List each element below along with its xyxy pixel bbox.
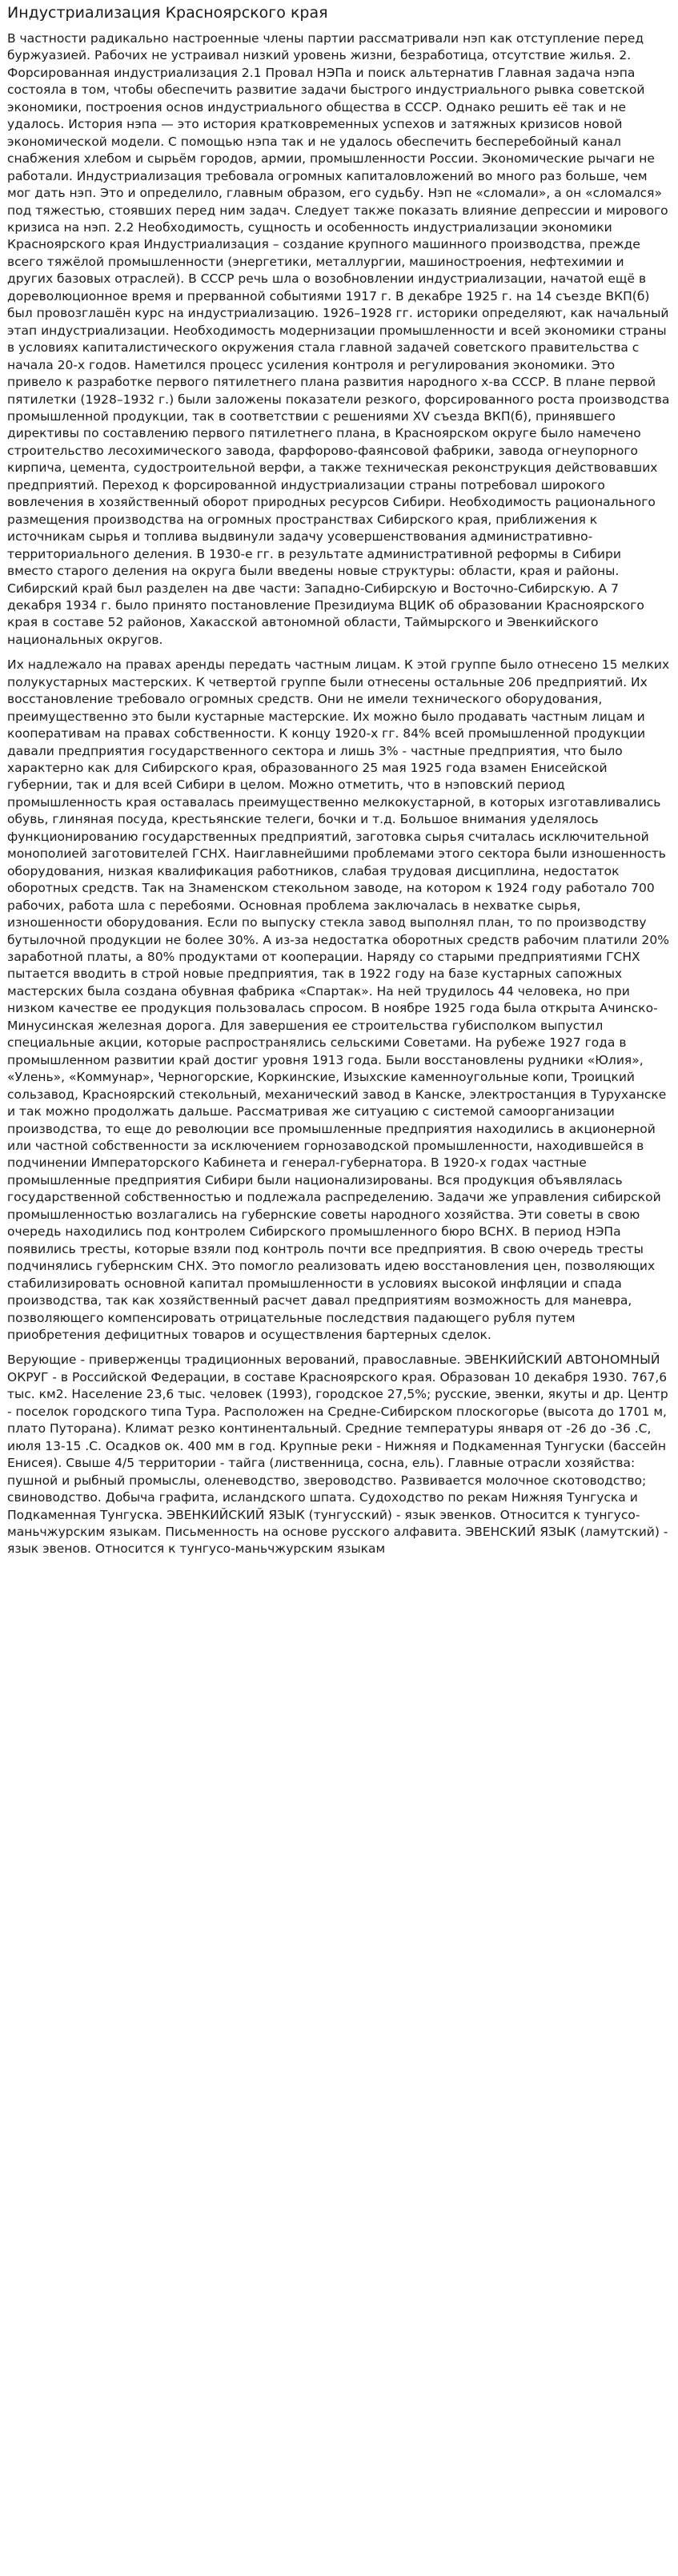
paragraph-private-enterprises: Их надлежало на правах аренды передать частным лицам. К этой группе было отнесено 15 мелких полукустарных мастерских. К четвертой группе были отнесены остальные 206 предприятий. Их восстановление требовало огромных средств. Они не имели технического оборудования, преимущественно это были кустарные мастерские. Их можно было продавать частным лицам и кооперативам на правах собственности. К концу 1920-х гг. 84% всей промышленной продукции давали предприятия государственного сектора и лишь 3% - частные предприятия, что было характерно как для Сибирского края, образованного 25 мая 1925 года взамен Енисейской губернии, так и для всей Сибири в целом. Можно отметить, что в нэповский период промышленность края оставалась преимущественно мелкокустарной, в которых изготавливались обувь, глиняная посуда, крестьянские телеги, бочки и т.д. Большое внимания уделялось функционированию государственных предприятий, заготовка сырья считалась исключительной монополией заготовителей ГСНХ. Наиглавнейшими проблемами этого сектора были изношенность оборудования, низкая квалификация работников, слабая трудовая дисциплина, недостаток оборотных средств. Так на Знаменском стекольном заводе, на котором к 1924 году работало 700 рабочих, работа шла с перебоями. Основная проблема заключалась в нехватке сырья, изношенности оборудования. Если по выпуску стекла завод выполнял план, то по производству бутылочной продукции не более 30%. А из-за недостатка оборотных средств рабочим платили 20% заработной платы, а 80% продуктами от кооперации. Наряду со старыми предприятиями ГСНХ пытается вводить в строй новые предприятия, так в 1922 году на базе кустарных сапожных мастерских была создана обувная фабрика «Спартак». На ней трудилось 44 человека, но при низком качестве ее продукция пользовалась спросом. В ноябре 1925 года была открыта Ачинско-Минусинская железная дорога. Для завершения ее строительства губисполком выпустил специальные акции, которые распространялись сельскими Советами. На рубеже 1927 года в промышленном развитии край достиг уровня 1913 года. Были восстановлены рудники «Юлия», «Улень», «Коммунар», Черногорские, Коркинские, Изыхские каменноугольные копи, Троицкий сользавод, Красноярский стекольный, механический завод в Канске, электростанция в Туруханске и так можно продолжать дальше. Рассматривая же ситуацию с системой самоорганизации производства, то еще до революции все промышленные предприятия находились в акционерной или частной собственности за исключением горнозаводской промышленности, находившейся в подчинении Императорского Кабинета и генерал-губернатора. В 1920-х годах частные промышленные предприятия Сибири были национализированы. Вся продукция объявлялась государственной собственностью и подлежала распределению. Задачи же управления сибирской промышленностью возлагались на губернские советы народного хозяйства. Эти советы в свою очередь находились под контролем Сибирского промышленного бюро ВСНХ. В период НЭПа появились тресты, которые взяли под контроль почти все предприятия. В свою очередь тресты подчинялись губернским СНХ. Это помогло реализовать идею восстановления цен, позволяющих стабилизировать основной капитал промышленности в условиях высокой инфляции и спада производства, так как хозяйственный расчет давал предприятиям возможность для маневра, позволяющего компенсировать отрицательные последствия падающего рубля путем приобретения дефицитных товаров и осуществления бартерных сделок. (7, 657, 670, 1342)
document-title: Индустриализация Красноярского края (7, 4, 328, 22)
paragraph-evenki-okrug: Верующие - приверженцы традиционных верований, православные. ЭВЕНКИЙСКИЙ АВТОНОМНЫЙ ОКРУГ - в Российской Федерации, в составе Красноярского края. Образован 10 декабря 1930. 767,6 тыс. км2. Население 23,6 тыс. человек (1993), городское 27,5%; русские, эвенки, якуты и др. Центр - поселок городского типа Тура. Расположен на Средне-Сибирском плоскогорье (высота до 1701 м, плато Путорана). Климат резко континентальный. Средние температуры января от -26 до -36 .С, июля 13-15 .С. Осадков ок. 400 мм в год. Крупные реки - Нижняя и Подкаменная Тунгуски (бассейн Енисея). Свыше 4/5 территории - тайга (лиственница, сосна, ель). Главные отрасли хозяйства: пушной и рыбный промыслы, оленеводство, звероводство. Развивается молочное скотоводство; свиноводство. Добыча графита, исландского шпата. Судоходство по рекам Нижняя Тунгуска и Подкаменная Тунгуска. ЭВЕНКИЙСКИЙ ЯЗЫК (тунгусский) - язык эвенков. Относится к тунгусо-маньчжурским языкам. Письменность на основе русского алфавита. ЭВЕНСКИЙ ЯЗЫК (ламутский) - язык эвенов. Относится к тунгусо-маньчжурским языкам (7, 1352, 668, 1557)
paragraph-industrialization-intro: В частности радикально настроенные члены партии рассматривали нэп как отступление перед буржуазией. Рабочих не устраивал низкий уровень жизни, безработица, отсутствие жилья. 2. Форсированная индустриализация 2.1 Провал НЭПа и поиск альтернатив Главная задача нэпа состояла в том, чтобы обеспечить развитие задачи быстрого индустриального рывка советской экономики, построения основ индустриального общества в СССР. Однако решить её так и не удалось. История нэпа — это история кратковременных успехов и затяжных кризисов новой экономической модели. С помощью нэпа так и не удалось обеспечить бесперебойный канал снабжения хлебом и сырьём городов, армии, промышленности России. Экономические рычаги не работали. Индустриализация требовала огромных капиталовложений во много раз больше, чем мог дать нэп. Это и определило, главным образом, его судьбу. Нэп не «сломали», а он «сломался» под тяжестью, стоявших перед ним задач. Следует также показать влияние депрессии и мирового кризиса на нэп. 2.2 Необходимость, сущность и особенность индустриализации экономики Красноярского края Индустриализация – создание крупного машинного производства, прежде всего тяжёлой промышленности (энергетики, металлургии, машиностроения, нефтехимии и других базовых отраслей). В СССР речь шла о возобновлении индустриализации, начатой ещё в дореволюционное время и прерванной событиями 1917 г. В декабре 1925 г. на 14 съезде ВКП(б) был провозглашён курс на индустриализацию. 1926–1928 гг. историки определяют, как начальный этап индустриализации. Необходимость модернизации промышленности и всей экономики страны в условиях капиталистического окружения стала главной задачей советского правительства с начала 20-х годов. Наметился процесс усиления контроля и регулирования экономики. Это привело к разработке первого пятилетнего плана развития народного х-ва СССР. В плане первой пятилетки (1928–1932 г.) были заложены показатели резкого, форсированного роста производства промышленной продукции, так в соответствии с решениями XV съезда ВКП(б), принявшего директивы по составлению первого пятилетнего плана, в Красноярском округе было намечено строительство лесохимического завода, фарфорово-фаянсовой фабрики, завода огнеупорного кирпича, цемента, судостроительной верфи, а также техническая реконструкция действовавших предприятий. Переход к форсированной индустриализации страны потребовал широкого вовлечения в хозяйственный оборот природных ресурсов Сибири. Необходимость рационального размещения производства на огромных пространствах Сибирского края, приближения к источникам сырья и топлива выдвинули задачу усовершенствования административно-территориального деления. В 1930-е гг. в результате административной реформы в Сибири вместо старого деления на округа были введены новые структуры: области, края и районы. Сибирский край был разделен на две части: Западно-Сибирскую и Восточно-Сибирскую. А 7 декабря 1934 г. было принято постановление Президиума ВЦИК об образовании Красноярского края в составе 52 районов, Хакасской автономной области, Таймырского и Эвенкийского национальных округов. (7, 31, 670, 647)
